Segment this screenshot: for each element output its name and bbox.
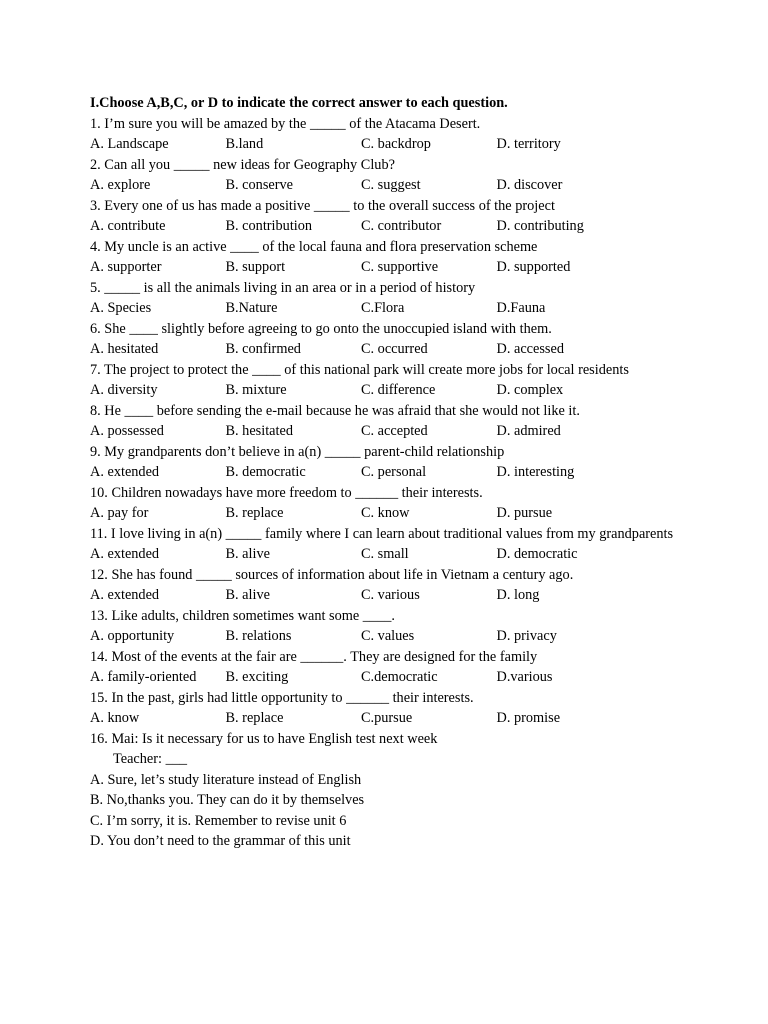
question-stem: 5. _____ is all the animals living in an area or in a period of history (90, 279, 476, 296)
question (90, 565, 690, 606)
answer-options (90, 708, 690, 729)
option-b: B. alive (225, 587, 270, 603)
option-a: A. pay for (90, 505, 149, 521)
answer-options (90, 544, 690, 565)
option-a: A. extended (90, 546, 160, 562)
option-c: C. difference (361, 382, 436, 398)
question-list (90, 114, 690, 688)
option-b: B. mixture (225, 382, 287, 398)
option-d: D. admired (496, 423, 561, 439)
question-stem: 2. Can all you _____ new ideas for Geography Club? (90, 156, 395, 173)
option-c: C. values (361, 628, 415, 644)
option-c: C. know (361, 505, 410, 521)
question (90, 606, 690, 647)
question (90, 647, 690, 688)
answer-options (90, 216, 690, 237)
option-a: A. extended (90, 464, 160, 480)
option-b: B.land (225, 136, 264, 152)
answer-options (90, 421, 690, 442)
option-a: A. know (90, 710, 140, 726)
question-stem: 4. My uncle is an active ____ of the local fauna and flora preservation scheme (90, 238, 538, 255)
question (90, 155, 690, 196)
option-b: B. hesitated (225, 423, 293, 439)
option-b: B. support (225, 259, 286, 275)
option-d: D.various (496, 669, 553, 685)
question (90, 483, 690, 524)
answer-options (90, 339, 690, 360)
answer-options (90, 503, 690, 524)
question (90, 524, 690, 565)
question-stem: 1. I’m sure you will be amazed by the _____ of the Atacama Desert. (90, 115, 481, 132)
option-b: B. conserve (225, 177, 293, 193)
option-b: B. replace (225, 710, 284, 726)
option-c: C. personal (361, 464, 427, 480)
answer-options (90, 626, 690, 647)
question-dialogue (90, 729, 690, 852)
question (90, 319, 690, 360)
option-d: D. territory (496, 136, 561, 152)
option-c: C. suggest (361, 177, 421, 193)
option-d: D. complex (496, 382, 564, 398)
question (90, 237, 690, 278)
answer-options (90, 257, 690, 278)
option-d: D. democratic (496, 546, 578, 562)
option-b: B. alive (225, 546, 270, 562)
option-b: B. relations (225, 628, 292, 644)
option-d: D. long (496, 587, 540, 603)
answer-options (90, 462, 690, 483)
answer-options (90, 134, 690, 155)
question-stem: 9. My grandparents don’t believe in a(n) _____ parent-child relationship (90, 443, 505, 460)
option-a: A. Sure, let’s study literature instead of English (90, 771, 362, 788)
question-stem: 10. Children nowadays have more freedom to ______ their interests. (90, 484, 483, 501)
question-stem: 14. Most of the events at the fair are ______. They are designed for the family (90, 648, 538, 665)
question-stem: 12. She has found _____ sources of information about life in Vietnam a century ago. (90, 566, 574, 583)
option-d: D. interesting (496, 464, 575, 480)
option-a: A. explore (90, 177, 151, 193)
option-b: B. democratic (225, 464, 306, 480)
option-c: C. contributor (361, 218, 442, 234)
option-d: D.Fauna (496, 300, 546, 316)
answer-options (90, 667, 690, 688)
question-stem: 15. In the past, girls had little opportunity to ______ their interests. (90, 689, 474, 706)
option-a: A. supporter (90, 259, 162, 275)
option-c: C. backdrop (361, 136, 431, 152)
worksheet (90, 93, 690, 852)
question-stem: 8. He ____ before sending the e-mail because he was afraid that she would not like it. (90, 402, 580, 419)
option-d: D. privacy (496, 628, 557, 644)
question (90, 401, 690, 442)
option-c: C. occurred (361, 341, 428, 357)
option-c: C.democratic (361, 669, 438, 685)
option-c: C. I’m sorry, it is. Remember to revise unit 6 (90, 812, 347, 829)
option-c: C.Flora (361, 300, 405, 316)
section-heading: I.Choose A,B,C, or D to indicate the correct answer to each question. (90, 95, 508, 111)
option-a: A. opportunity (90, 628, 175, 644)
option-a: A. Landscape (90, 136, 169, 152)
option-d: D. accessed (496, 341, 564, 357)
option-b: B. contribution (225, 218, 313, 234)
option-c: C. accepted (361, 423, 428, 439)
option-a: A. possessed (90, 423, 164, 439)
question-stem: 7. The project to protect the ____ of this national park will create more jobs for local residents (90, 361, 629, 378)
option-d: D. promise (496, 710, 561, 726)
option-a: A. hesitated (90, 341, 159, 357)
answer-options (90, 380, 690, 401)
option-a: A. diversity (90, 382, 158, 398)
option-c: C. supportive (361, 259, 439, 275)
answer-options (90, 298, 690, 319)
question (90, 196, 690, 237)
question-stem: 6. She ____ slightly before agreeing to go onto the unoccupied island with them. (90, 320, 552, 337)
option-c: C. small (361, 546, 409, 562)
question-stem: 13. Like adults, children sometimes want some ____. (90, 607, 395, 624)
option-d: D. pursue (496, 505, 553, 521)
question (90, 278, 690, 319)
question (90, 442, 690, 483)
option-a: A. extended (90, 587, 160, 603)
question (90, 688, 690, 729)
option-b: B.Nature (225, 300, 278, 316)
option-b: B. confirmed (225, 341, 301, 357)
option-c: C.pursue (361, 710, 413, 726)
option-c: C. various (361, 587, 420, 603)
answer-options (90, 175, 690, 196)
option-a: A. family-oriented (90, 669, 197, 685)
option-b: B. exciting (225, 669, 289, 685)
question-stem: 16. Mai: Is it necessary for us to have English test next week (90, 730, 438, 747)
question-stem: 3. Every one of us has made a positive _____ to the overall success of the project (90, 197, 555, 214)
option-a: A. contribute (90, 218, 166, 234)
question (90, 360, 690, 401)
option-d: D. You don’t need to the grammar of this unit (90, 833, 351, 849)
answer-options (90, 585, 690, 606)
question-stem: 11. I love living in a(n) _____ family where I can learn about traditional values from my grandparents (90, 525, 674, 542)
option-a: A. Species (90, 300, 152, 316)
option-b: B. replace (225, 505, 284, 521)
option-d: D. discover (496, 177, 563, 193)
option-b: B. No,thanks you. They can do it by themselves (90, 792, 365, 808)
option-d: D. contributing (496, 218, 584, 234)
option-d: D. supported (496, 259, 571, 275)
teacher-line: Teacher: ___ (113, 751, 188, 767)
question (90, 114, 690, 155)
